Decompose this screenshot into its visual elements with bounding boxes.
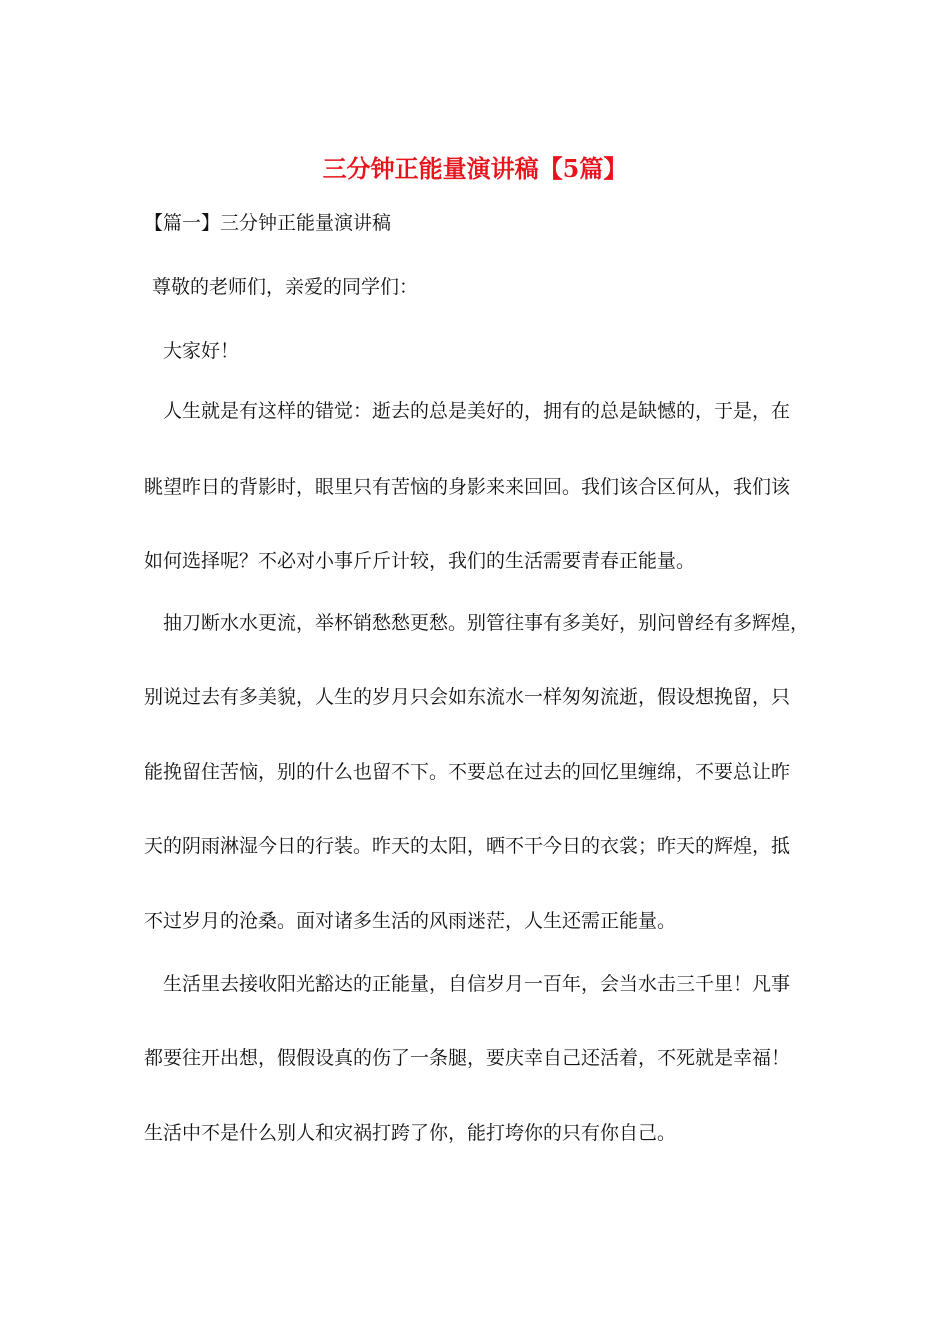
paragraph-line: 能挽留住苦恼，别的什么也留不下。不要总在过去的回忆里缠绵，不要总让昨	[144, 761, 791, 783]
paragraph-line: 人生就是有这样的错觉：逝去的总是美好的，拥有的总是缺憾的，于是，在	[163, 400, 791, 422]
section-heading: 【篇一】三分钟正能量演讲稿	[144, 212, 392, 234]
paragraph-line: 别说过去有多美貌，人生的岁月只会如东流水一样匆匆流逝，假设想挽留，只	[144, 686, 791, 708]
greeting: 大家好！	[163, 340, 240, 362]
document-title: 三分钟正能量演讲稿【5篇】	[322, 154, 628, 183]
paragraph-line: 天的阴雨淋湿今日的行装。昨天的太阳，晒不干今日的衣裳；昨天的辉煌，抵	[144, 835, 791, 857]
paragraph-line: 生活中不是什么别人和灾祸打跨了你，能打垮你的只有你自己。	[144, 1122, 677, 1144]
paragraph-line: 抽刀断水水更流，举杯销愁愁更愁。别管往事有多美好，别问曾经有多辉煌，	[163, 612, 810, 634]
paragraph-line: 如何选择呢？不必对小事斤斤计较，我们的生活需要青春正能量。	[144, 550, 696, 572]
paragraph-line: 不过岁月的沧桑。面对诸多生活的风雨迷茫，人生还需正能量。	[144, 910, 677, 932]
paragraph-line: 生活里去接收阳光豁达的正能量，自信岁月一百年，会当水击三千里！凡事	[163, 973, 791, 995]
paragraph-line: 眺望昨日的背影时，眼里只有苦恼的身影来来回回。我们该合区何从，我们该	[144, 476, 791, 498]
paragraph-line: 都要往开出想，假假设真的伤了一条腿，要庆幸自己还活着，不死就是幸福！	[144, 1047, 791, 1069]
salutation: 尊敬的老师们，亲爱的同学们：	[152, 276, 419, 298]
